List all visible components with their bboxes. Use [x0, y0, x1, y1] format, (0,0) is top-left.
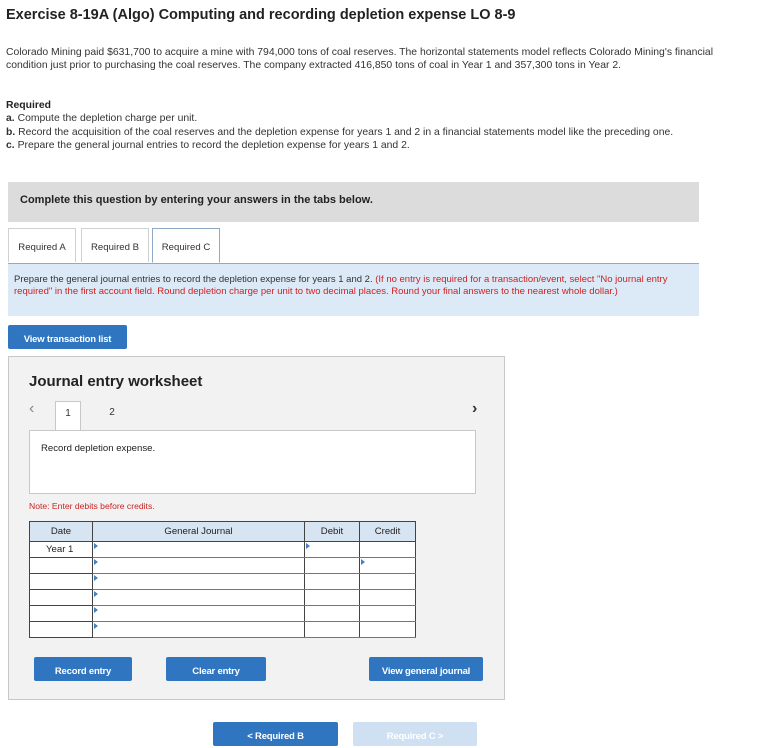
- chevron-left-icon[interactable]: ‹: [29, 400, 35, 417]
- view-general-journal-button[interactable]: View general journal: [369, 657, 483, 681]
- account-select[interactable]: [93, 622, 305, 638]
- instruction-main: Prepare the general journal entries to record the depletion expense for years 1 and 2.: [14, 274, 373, 285]
- table-row: [30, 542, 416, 558]
- date-cell: [30, 622, 93, 638]
- date-cell: [30, 590, 93, 606]
- instruction-box: [8, 263, 699, 316]
- debit-input[interactable]: [305, 622, 360, 638]
- tab-required-b[interactable]: Required B: [81, 228, 149, 262]
- debit-input[interactable]: [305, 574, 360, 590]
- debit-input[interactable]: [305, 558, 360, 574]
- clear-entry-button[interactable]: Clear entry: [166, 657, 266, 681]
- page-tab-2[interactable]: 2: [109, 407, 115, 418]
- page-tab-1[interactable]: 1: [55, 401, 81, 431]
- journal-entry-worksheet: [8, 356, 505, 700]
- table-row: [30, 558, 416, 574]
- credit-input[interactable]: [360, 574, 416, 590]
- account-select[interactable]: [93, 590, 305, 606]
- col-general-journal-header: General Journal: [93, 522, 305, 542]
- credit-input[interactable]: [360, 606, 416, 622]
- required-section: [6, 99, 726, 153]
- instruction-note: (If no entry is required for a transaction/event, select "No journal entry required" in the first account field. Round depletion charge per unit to two decimal places. Round your final answers to the nearest whole dollar.): [14, 274, 668, 297]
- date-cell: [30, 558, 93, 574]
- worksheet-title: Journal entry worksheet: [29, 373, 203, 390]
- entry-description: Record depletion expense.: [29, 430, 476, 494]
- credit-input[interactable]: [360, 622, 416, 638]
- credit-input[interactable]: [360, 590, 416, 606]
- prev-required-button[interactable]: < Required B: [213, 722, 338, 746]
- debit-credit-note: Note: Enter debits before credits.: [29, 501, 155, 511]
- tab-required-a[interactable]: Required A: [8, 228, 76, 262]
- debit-input[interactable]: [305, 590, 360, 606]
- debit-input[interactable]: [305, 606, 360, 622]
- account-select[interactable]: [93, 574, 305, 590]
- table-row: [30, 606, 416, 622]
- date-cell: Year 1: [30, 542, 93, 558]
- account-select[interactable]: [93, 542, 305, 558]
- view-transaction-list-button[interactable]: View transaction list: [8, 325, 127, 349]
- record-entry-button[interactable]: Record entry: [34, 657, 132, 681]
- complete-banner: Complete this question by entering your answers in the tabs below.: [8, 182, 699, 222]
- table-row: [30, 622, 416, 638]
- required-heading: Required: [6, 100, 52, 111]
- next-required-button[interactable]: Required C >: [353, 722, 477, 746]
- credit-input[interactable]: [360, 558, 416, 574]
- col-credit-header: Credit: [360, 522, 416, 542]
- required-item-c: c. Prepare the general journal entries to record the depletion expense for years 1 and 2.: [6, 140, 410, 152]
- page-title: Exercise 8-19A (Algo) Computing and recording depletion expense LO 8-9: [6, 7, 516, 23]
- table-row: [30, 590, 416, 606]
- tab-required-c[interactable]: Required C: [152, 228, 220, 263]
- account-select[interactable]: [93, 606, 305, 622]
- requirement-tabs: [8, 228, 699, 262]
- col-debit-header: Debit: [305, 522, 360, 542]
- debit-input[interactable]: [305, 542, 360, 558]
- problem-intro: Colorado Mining paid $631,700 to acquire a mine with 794,000 tons of coal reserves. The horizontal statements model reflects Colorado Mining's financial condition just prior to purchasing the coal reserves. The company extracted 416,850 tons of coal in Year 1 and 357,300 tons in Year 2.: [6, 47, 714, 71]
- journal-table: [29, 521, 416, 638]
- account-select[interactable]: [93, 558, 305, 574]
- required-item-b: b. Record the acquisition of the coal reserves and the depletion expense for years 1 and 2 in a financial statements model like the preceding one.: [6, 126, 674, 138]
- date-cell: [30, 574, 93, 590]
- credit-input[interactable]: [360, 542, 416, 558]
- chevron-right-icon[interactable]: ›: [472, 400, 478, 417]
- table-row: [30, 574, 416, 590]
- required-item-a: a. Compute the depletion charge per unit.: [6, 113, 198, 125]
- date-cell: [30, 606, 93, 622]
- col-date-header: Date: [30, 522, 93, 542]
